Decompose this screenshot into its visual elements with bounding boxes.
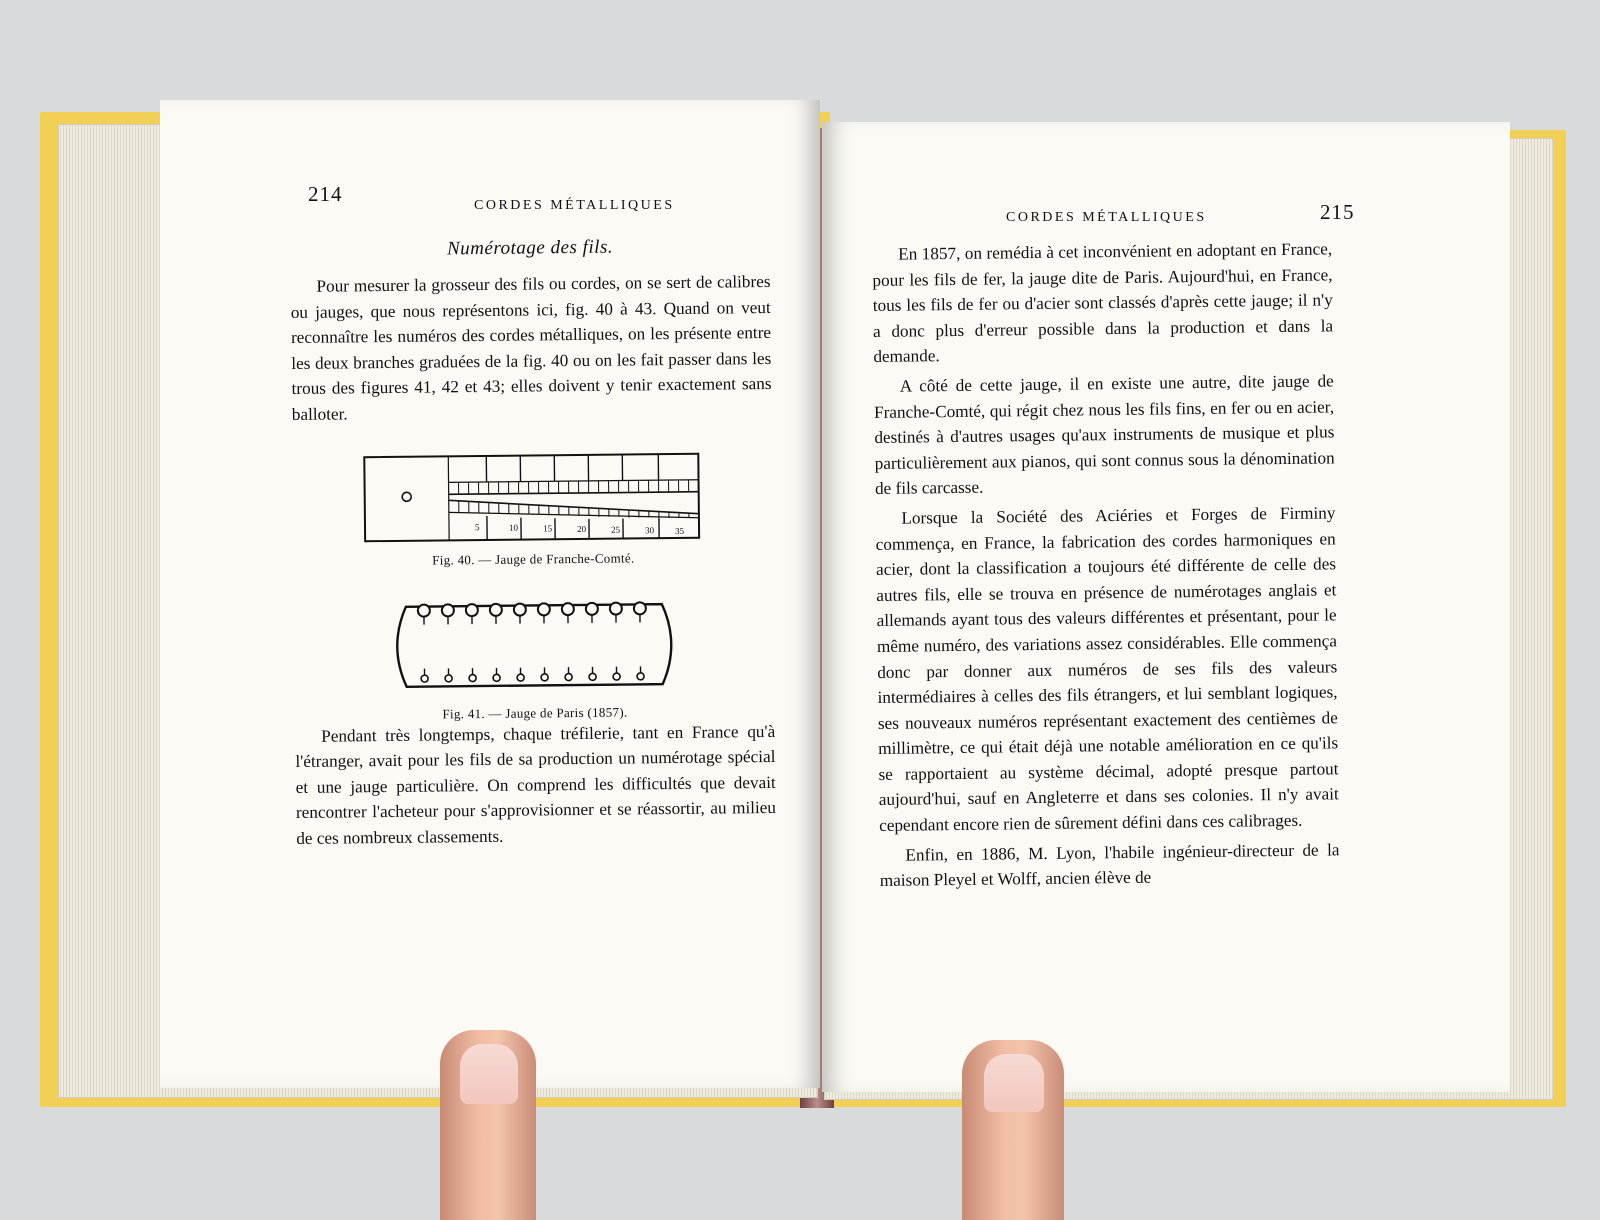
scale-mark: 25 xyxy=(611,524,621,534)
paris-gauge-drawing xyxy=(384,591,685,698)
page-number: 215 xyxy=(1320,200,1355,225)
section-heading: Numérotage des fils. xyxy=(290,235,770,262)
scale-mark: 30 xyxy=(645,525,655,535)
paragraph: Pour mesurer la grosseur des fils ou cordes, on se sert de calibres ou jauges, que nous représentons ici, fig. 40 à 43. Quand on veut reconnaître les numéros des cordes métalliques, on les présente entre les deux branches graduées de la fig. 40 ou on les fait passer dans les trous des figures 41, 42 et 43; elles doivent y tenir exactement sans balloter. xyxy=(290,269,772,428)
figure-41 xyxy=(294,591,775,724)
figure-40 xyxy=(292,451,773,570)
scale-mark: 10 xyxy=(509,522,519,532)
right-page xyxy=(822,122,1510,1092)
franche-comte-gauge-drawing xyxy=(362,451,703,545)
right-page-body xyxy=(872,236,1340,893)
left-page-body xyxy=(290,235,776,852)
scale-mark: 5 xyxy=(475,522,480,532)
paragraph: Enfin, en 1886, M. Lyon, l'habile ingénieur-directeur de la maison Pleyel et Wolff, ancien élève de xyxy=(879,837,1340,894)
running-head: CORDES MÉTALLIQUES xyxy=(474,198,675,214)
right-thumb xyxy=(962,1040,1064,1220)
thumbnail xyxy=(460,1044,518,1104)
running-head: CORDES MÉTALLIQUES xyxy=(1006,210,1207,226)
figure-caption: Fig. 40. — Jauge de Franche-Comté. xyxy=(293,549,773,570)
left-page xyxy=(160,100,820,1088)
paragraph: A côté de cette jauge, il en existe une autre, dite jauge de Franche-Comté, qui régit chez nous les fils fins, en fer ou en acier, destinés à d'autres usages qu'aux instruments de musique et plus particulièrement aux pianos, qui sont connus sous la dénomination de fils carcasse. xyxy=(874,368,1336,502)
scale-mark: 15 xyxy=(543,523,553,533)
scale-mark: 35 xyxy=(675,525,685,535)
scale-mark: 20 xyxy=(577,523,587,533)
left-thumb xyxy=(440,1030,536,1220)
page-number: 214 xyxy=(308,182,343,207)
paragraph: En 1857, on remédia à cet inconvénient en adoptant en France, pour les fils de fer, la jauge dite de Paris. Aujourd'hui, en France, tous les fils de fer ou d'acier sont classés d'après cette jauge; il n'y a donc plus d'erreur possible dans la production et dans la demande. xyxy=(872,236,1334,370)
thumbnail xyxy=(984,1054,1044,1112)
paragraph: Pendant très longtemps, chaque tréfilerie, tant en France qu'à l'étranger, avait pour les fils de sa production un numérotage spécial et une jauge particulière. On comprend les difficultés que devait rencontrer l'acheteur pour s'approvisionner et se réassortir, au milieu de ces nombreux classements. xyxy=(295,719,776,852)
paragraph: Lorsque la Société des Aciéries et Forges de Firminy commença, en France, la fabrication des cordes harmoniques en acier, dont la classification a toujours été différente de celle des autres fils, elle se trouva en présence de numérotages anglais et allemands ayant tous des valeurs différentes et présentant, pour le même numéro, des variations assez considérables. Elle commença donc par donner aux numéros de ses fils des valeurs intermédiaires à celles des fils étrangers, et lui semblant logiques, ses nouveaux numéros représentant exactement des centièmes de millimètre, ce qui était déjà une notable amélioration en ce qu'ils se rapportaient au système décimal, adopté presque partout aujourd'hui, sauf en Angleterre et dans ses colonies. Il n'y avait cependant encore rien de sûrement défini dans ces calibrages. xyxy=(875,500,1339,838)
figure-caption: Fig. 41. — Jauge de Paris (1857). xyxy=(295,703,775,724)
